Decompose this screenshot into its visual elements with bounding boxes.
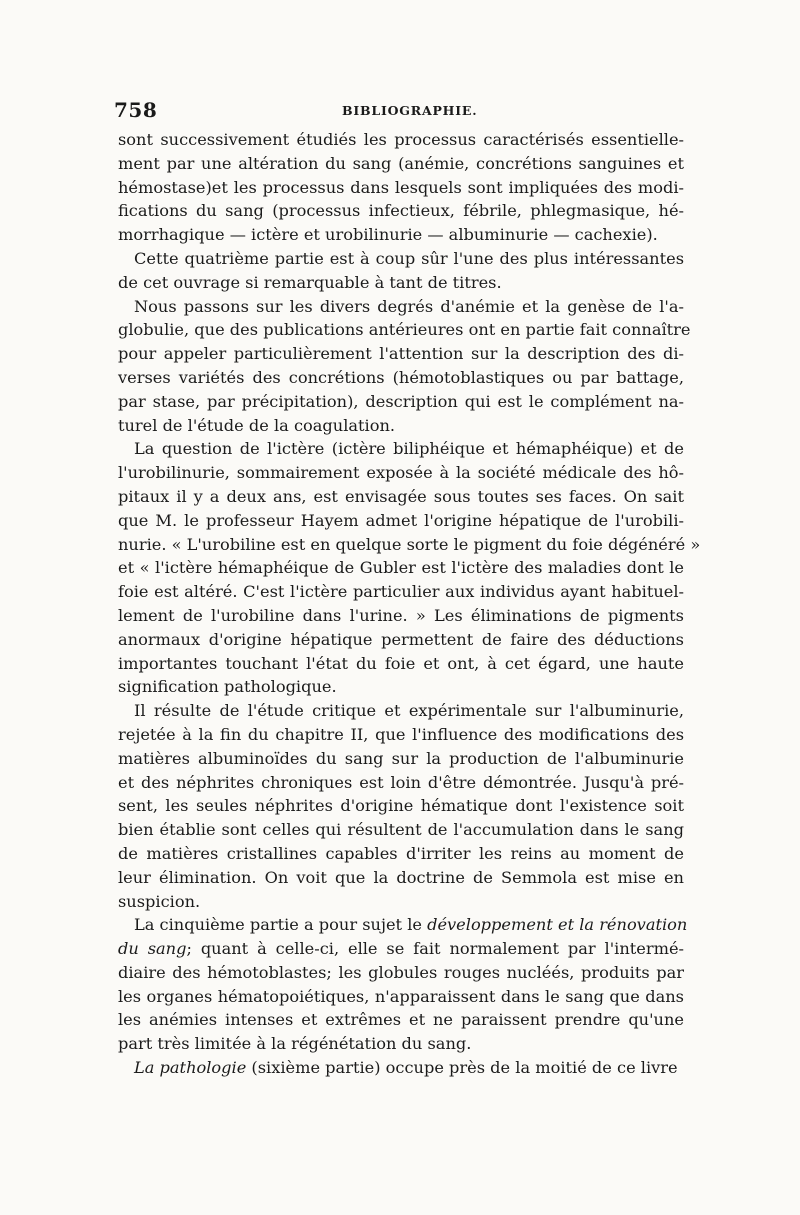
- text-line: signification pathologique.: [118, 677, 337, 697]
- text-line: hémostase)et les processus dans lesquels sont impliquées des modi-: [118, 177, 684, 197]
- text-line: pour appeler particulièrement l'attention sur la description des di-: [118, 344, 684, 364]
- text-line: La cinquième partie a pour sujet le développement et la rénovation: [134, 915, 688, 935]
- text-line: turel de l'étude de la coagulation.: [118, 415, 396, 435]
- text-line: rejetée à la fin du chapitre II, que l'influence des modifications des: [118, 724, 684, 744]
- text-line: l'urobilinurie, sommairement exposée à la société médicale des hô-: [118, 463, 684, 483]
- text-line: du sang; quant à celle-ci, elle se fait normalement par l'intermé-: [118, 939, 684, 959]
- text-line: Il résulte de l'étude critique et expérimentale sur l'albuminurie,: [134, 701, 684, 721]
- text-line: nurie. « L'urobiline est en quelque sorte le pigment du foie dégénéré »: [118, 534, 701, 554]
- text-line: ment par une altération du sang (anémie, concrétions sanguines et: [118, 153, 684, 173]
- italic-emphasis: La pathologie: [134, 1058, 247, 1078]
- italic-emphasis: développement et la rénovation: [427, 915, 688, 935]
- text-line: Nous passons sur les divers degrés d'anémie et la genèse de l'a-: [134, 296, 684, 316]
- paragraph-lines: [118, 128, 701, 913]
- body-text: [118, 128, 701, 1080]
- text-line: part très limitée à la régénétation du sang.: [118, 1034, 472, 1054]
- text-line: importantes touchant l'état du foie et ont, à cet égard, une haute: [118, 653, 684, 673]
- text-line: suspicion.: [118, 891, 201, 911]
- text-line: diaire des hémotoblastes; les globules rouges nucléés, produits par: [118, 962, 684, 982]
- text-line: verses variétés des concrétions (hémotoblastiques ou par battage,: [118, 367, 684, 387]
- text-line: de matières cristallines capables d'irriter les reins au moment de: [118, 843, 684, 863]
- text-line: et « l'ictère hémaphéique de Gubler est l'ictère des maladies dont le: [118, 558, 684, 578]
- text-line: Cette quatrième partie est à coup sûr l'une des plus intéressantes: [134, 248, 684, 268]
- text-line: globulie, que des publications antérieures ont en partie fait connaître: [118, 320, 691, 340]
- text-line: foie est altéré. C'est l'ictère particulier aux individus ayant habituel-: [118, 582, 684, 602]
- text-line: bien établie sont celles qui résultent de l'accumulation dans le sang: [118, 820, 684, 840]
- text-line: que M. le professeur Hayem admet l'origine hépatique de l'urobili-: [118, 510, 684, 530]
- text-line: sont successivement étudiés les processus caractérisés essentielle-: [118, 130, 684, 149]
- text-line: sent, les seules néphrites d'origine hématique dont l'existence soit: [118, 796, 684, 816]
- text-line: les anémies intenses et extrêmes et ne paraissent prendre qu'une: [118, 1010, 684, 1030]
- text-line: et des néphrites chroniques est loin d'être démontrée. Jusqu'à pré-: [118, 772, 684, 792]
- italic-emphasis: du sang: [118, 939, 187, 959]
- text-line: morrhagique — ictère et urobilinurie — albuminurie — cachexie).: [118, 225, 658, 245]
- text-line: de cet ouvrage si remarquable à tant de titres.: [118, 272, 502, 292]
- text-line: leur élimination. On voit que la doctrine de Semmola est mise en: [118, 867, 684, 887]
- text-line: par stase, par précipitation), description qui est le complément na-: [118, 391, 684, 411]
- text-line: fications du sang (processus infectieux, fébrile, phlegmasique, hé-: [118, 201, 684, 221]
- text-line: La question de l'ictère (ictère biliphéique et hémaphéique) et de: [134, 439, 684, 459]
- text-line: pitaux il y a deux ans, est envisagée sous toutes ses faces. On sait: [118, 486, 684, 506]
- text-line: les organes hématopoiétiques, n'apparaissent dans le sang que dans: [118, 986, 684, 1006]
- text-line: matières albuminoïdes du sang sur la production de l'albuminurie: [118, 748, 684, 768]
- text-line: lement de l'urobiline dans l'urine. » Les éliminations de pigments: [118, 605, 684, 625]
- text-line: anormaux d'origine hépatique permettent de faire des déductions: [118, 629, 684, 649]
- page-number: 758: [114, 98, 158, 122]
- page-header: [114, 98, 698, 124]
- text-line: La pathologie (sixième partie) occupe près de la moitié de ce livre: [134, 1058, 678, 1078]
- running-head: BIBLIOGRAPHIE.: [342, 103, 478, 118]
